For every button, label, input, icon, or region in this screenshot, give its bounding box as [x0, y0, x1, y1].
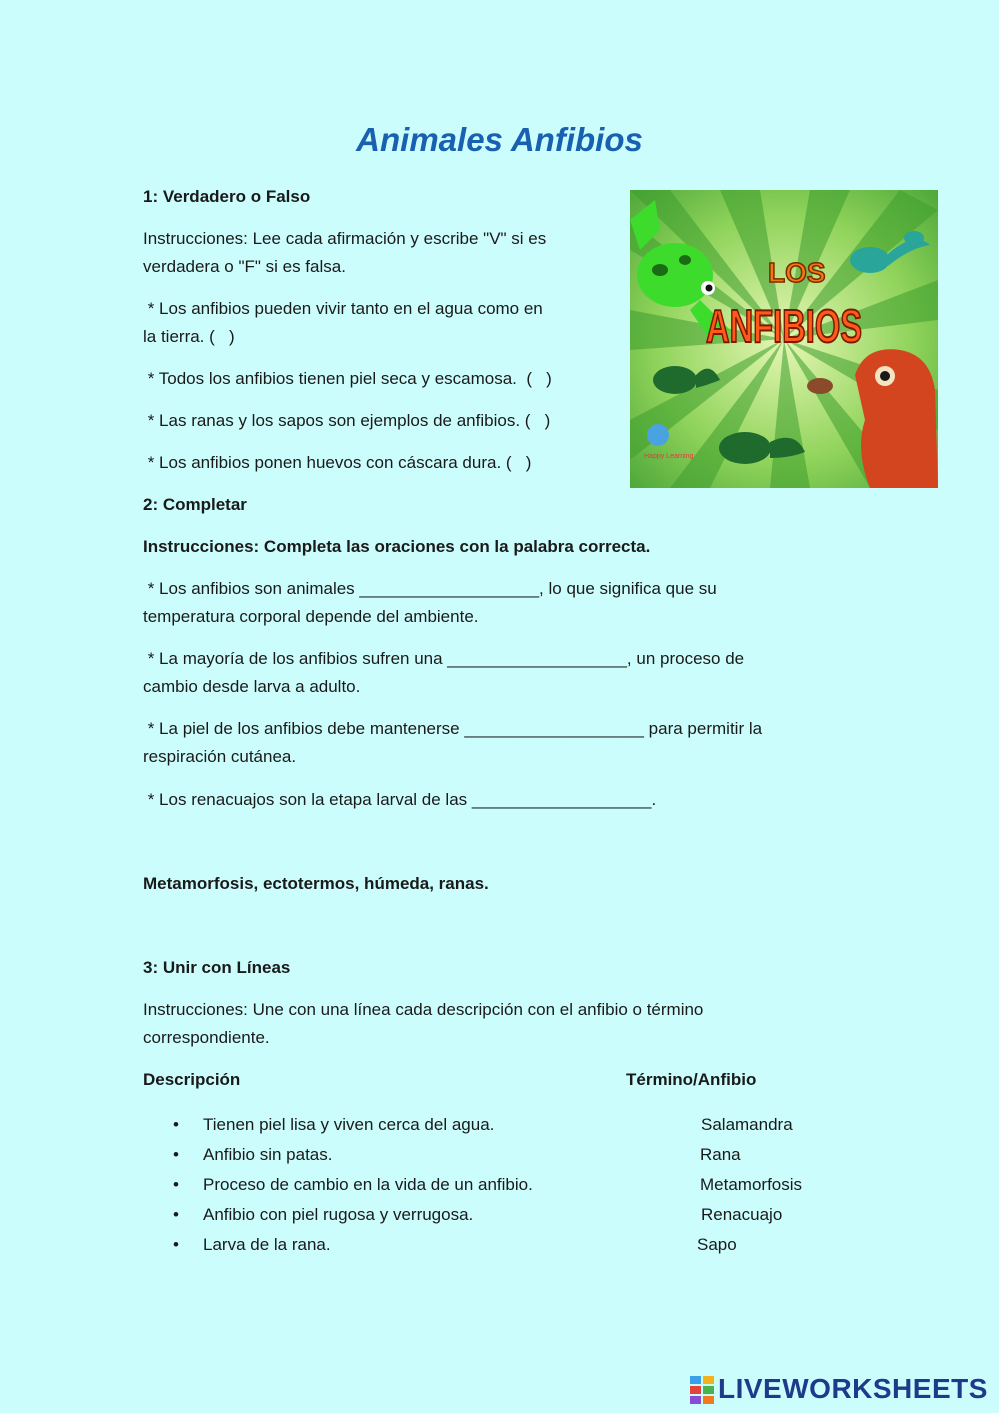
fill-item-3-line1[interactable]: * La piel de los anfibios debe mantenerse ___________________ para permitir la	[143, 719, 763, 738]
column-header-description: Descripción	[143, 1070, 241, 1089]
word-bank: Metamorfosis, ectotermos, húmeda, ranas.	[143, 874, 489, 893]
liveworksheets-logo	[690, 1372, 990, 1406]
list-item	[0, 1201, 999, 1231]
page-title: Animales Anfibios	[356, 121, 643, 158]
section1-instructions-line1: Instrucciones: Lee cada afirmación y escribe "V" si es	[143, 229, 547, 248]
list-item	[0, 1171, 999, 1201]
section3-instructions-line2: correspondiente.	[143, 1028, 270, 1047]
match-term[interactable]: Salamandra	[701, 1115, 793, 1134]
anfibios-text: ANFIBIOS	[706, 300, 862, 352]
match-description[interactable]: Tienen piel lisa y viven cerca del agua.	[203, 1115, 495, 1134]
section1-instructions-line2: verdadera o "F" si es falsa.	[143, 257, 346, 276]
list-item	[0, 1231, 999, 1261]
red-frog-icon	[855, 349, 938, 488]
section2-instructions: Instrucciones: Completa las oraciones con la palabra correcta.	[143, 537, 651, 556]
match-description[interactable]: Anfibio sin patas.	[203, 1145, 333, 1164]
column-header-term: Término/Anfibio	[626, 1070, 757, 1089]
tf-item-1-line1: * Los anfibios pueden vivir tanto en el agua como en	[143, 299, 543, 318]
los-anfibios-illustration	[630, 190, 938, 488]
bullet-icon: •	[173, 1205, 179, 1224]
bullet-icon: •	[173, 1235, 179, 1254]
tf-item-2[interactable]: * Todos los anfibios tienen piel seca y escamosa. ( )	[143, 369, 552, 388]
brand-text: Happy Learning	[644, 453, 694, 460]
match-description[interactable]: Anfibio con piel rugosa y verrugosa.	[203, 1205, 474, 1224]
section2-heading: 2: Completar	[143, 495, 247, 514]
fill-item-2-line1[interactable]: * La mayoría de los anfibios sufren una ___________________, un proceso de	[143, 649, 745, 668]
los-text: LOS	[768, 257, 826, 288]
match-term[interactable]: Metamorfosis	[700, 1175, 803, 1194]
section3-heading: 3: Unir con Líneas	[143, 958, 291, 977]
section3-instructions-line1: Instrucciones: Une con una línea cada descripción con el anfibio o término	[143, 1000, 704, 1019]
bullet-icon: •	[173, 1115, 179, 1134]
match-term[interactable]: Sapo	[697, 1235, 737, 1254]
liveworksheets-logo-icon	[690, 1376, 714, 1404]
list-item	[0, 1111, 999, 1141]
tf-item-4[interactable]: * Los anfibios ponen huevos con cáscara dura. ( )	[143, 453, 532, 472]
fill-item-2-line2: cambio desde larva a adulto.	[143, 677, 361, 696]
section1-heading: 1: Verdadero o Falso	[143, 187, 311, 206]
match-description[interactable]: Proceso de cambio en la vida de un anfibio.	[203, 1175, 533, 1194]
los-anfibios-picture	[630, 190, 938, 488]
list-item	[0, 1141, 999, 1171]
tf-item-1-line2[interactable]: la tierra. ( )	[143, 327, 235, 346]
match-description[interactable]: Larva de la rana.	[203, 1235, 331, 1254]
bullet-icon: •	[173, 1145, 179, 1164]
bullet-icon: •	[173, 1175, 179, 1194]
match-term[interactable]: Rana	[700, 1145, 741, 1164]
liveworksheets-logo-text: LIVEWORKSHEETS	[718, 1373, 988, 1404]
fill-item-1-line1[interactable]: * Los anfibios son animales ___________________, lo que significa que su	[143, 579, 717, 598]
fill-item-1-line2: temperatura corporal depende del ambiente.	[143, 607, 479, 626]
tf-item-3[interactable]: * Las ranas y los sapos son ejemplos de anfibios. ( )	[143, 411, 551, 430]
fill-item-4[interactable]: * Los renacuajos son la etapa larval de las ___________________.	[143, 790, 657, 809]
fill-item-3-line2: respiración cutánea.	[143, 747, 297, 766]
match-term[interactable]: Renacuajo	[701, 1205, 783, 1224]
